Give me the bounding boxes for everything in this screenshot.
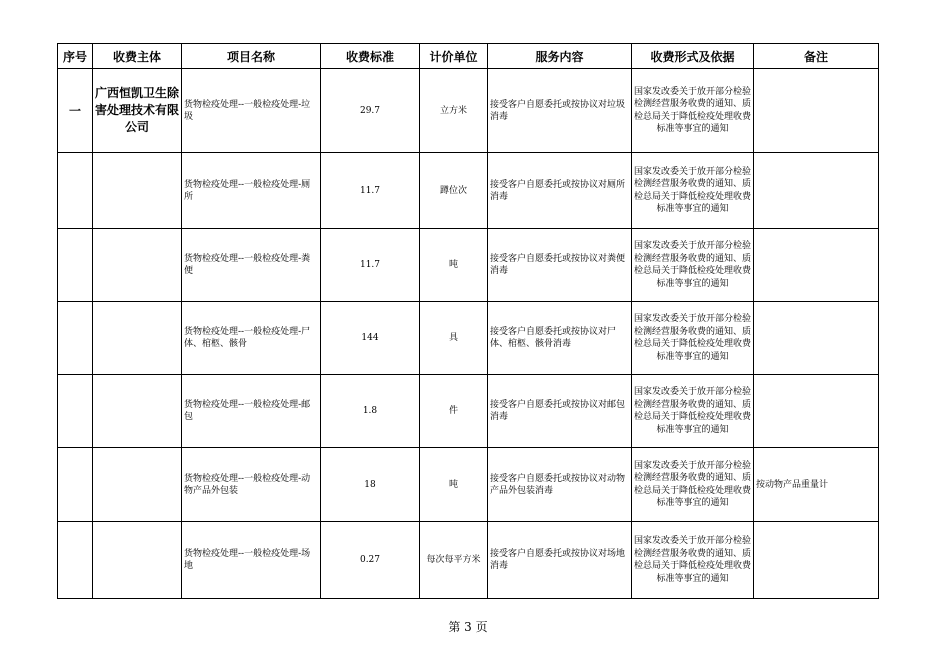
cell-service: 接受客户自愿委托或按协议对粪便消毒 bbox=[488, 229, 632, 302]
table-row bbox=[58, 448, 879, 522]
cell-remark bbox=[754, 153, 879, 229]
cell-item: 货物检疫处理--一般检疫处理-邮包 bbox=[182, 375, 321, 448]
header-unit: 计价单位 bbox=[420, 44, 488, 69]
cell-standard: 18 bbox=[321, 448, 420, 522]
cell-basis: 国家发改委关于放开部分检验检测经营服务收费的通知、质检总局关于降低检疫处理收费标准等事宜的通知 bbox=[632, 153, 754, 229]
cell-seq: 一 bbox=[58, 69, 93, 153]
page-number: 第 3 页 bbox=[448, 620, 488, 634]
cell-item: 货物检疫处理--一般检疫处理-尸体、棺柩、骸骨 bbox=[182, 302, 321, 375]
cell-remark bbox=[754, 522, 879, 599]
cell-entity bbox=[93, 153, 182, 229]
cell-entity bbox=[93, 375, 182, 448]
cell-entity bbox=[93, 229, 182, 302]
header-basis: 收费形式及依据 bbox=[632, 44, 754, 69]
cell-item: 货物检疫处理--一般检疫处理-垃圾 bbox=[182, 69, 321, 153]
table-row bbox=[58, 69, 879, 153]
cell-seq bbox=[58, 375, 93, 448]
cell-basis: 国家发改委关于放开部分检验检测经营服务收费的通知、质检总局关于降低检疫处理收费标准等事宜的通知 bbox=[632, 302, 754, 375]
cell-service: 接受客户自愿委托或按协议对动物产品外包装消毒 bbox=[488, 448, 632, 522]
cell-unit: 吨 bbox=[420, 448, 488, 522]
cell-item: 货物检疫处理--一般检疫处理-场地 bbox=[182, 522, 321, 599]
cell-unit: 件 bbox=[420, 375, 488, 448]
cell-entity: 广西恒凯卫生除害处理技术有限公司 bbox=[93, 69, 182, 153]
header-seq: 序号 bbox=[58, 44, 93, 69]
cell-standard: 1.8 bbox=[321, 375, 420, 448]
cell-service: 接受客户自愿委托或按协议对垃圾消毒 bbox=[488, 69, 632, 153]
cell-basis: 国家发改委关于放开部分检验检测经营服务收费的通知、质检总局关于降低检疫处理收费标准等事宜的通知 bbox=[632, 69, 754, 153]
cell-basis: 国家发改委关于放开部分检验检测经营服务收费的通知、质检总局关于降低检疫处理收费标准等事宜的通知 bbox=[632, 522, 754, 599]
header-row bbox=[58, 44, 879, 69]
table-row bbox=[58, 153, 879, 229]
table-row bbox=[58, 229, 879, 302]
cell-basis: 国家发改委关于放开部分检验检测经营服务收费的通知、质检总局关于降低检疫处理收费标准等事宜的通知 bbox=[632, 448, 754, 522]
cell-item: 货物检疫处理--一般检疫处理-粪便 bbox=[182, 229, 321, 302]
cell-unit: 蹲位次 bbox=[420, 153, 488, 229]
cell-seq bbox=[58, 448, 93, 522]
table-row bbox=[58, 375, 879, 448]
cell-unit: 具 bbox=[420, 302, 488, 375]
header-standard: 收费标准 bbox=[321, 44, 420, 69]
cell-service: 接受客户自愿委托或按协议对邮包消毒 bbox=[488, 375, 632, 448]
cell-remark: 按动物产品重量计 bbox=[754, 448, 879, 522]
cell-remark bbox=[754, 375, 879, 448]
cell-seq bbox=[58, 229, 93, 302]
cell-unit: 立方米 bbox=[420, 69, 488, 153]
cell-seq bbox=[58, 153, 93, 229]
header-service: 服务内容 bbox=[488, 44, 632, 69]
table-row bbox=[58, 302, 879, 375]
cell-service: 接受客户自愿委托或按协议对尸体、棺柩、骸骨消毒 bbox=[488, 302, 632, 375]
fee-table bbox=[57, 43, 879, 599]
cell-basis: 国家发改委关于放开部分检验检测经营服务收费的通知、质检总局关于降低检疫处理收费标准等事宜的通知 bbox=[632, 229, 754, 302]
cell-remark bbox=[754, 302, 879, 375]
cell-unit: 吨 bbox=[420, 229, 488, 302]
cell-basis: 国家发改委关于放开部分检验检测经营服务收费的通知、质检总局关于降低检疫处理收费标准等事宜的通知 bbox=[632, 375, 754, 448]
table-row bbox=[58, 522, 879, 599]
cell-entity bbox=[93, 522, 182, 599]
cell-seq bbox=[58, 302, 93, 375]
cell-service: 接受客户自愿委托或按协议对场地消毒 bbox=[488, 522, 632, 599]
cell-remark bbox=[754, 229, 879, 302]
cell-remark bbox=[754, 69, 879, 153]
cell-standard: 11.7 bbox=[321, 229, 420, 302]
cell-item: 货物检疫处理--一般检疫处理-厕所 bbox=[182, 153, 321, 229]
header-remark: 备注 bbox=[754, 44, 879, 69]
cell-standard: 144 bbox=[321, 302, 420, 375]
cell-unit: 每次每平方米 bbox=[420, 522, 488, 599]
header-entity: 收费主体 bbox=[93, 44, 182, 69]
cell-entity bbox=[93, 302, 182, 375]
cell-service: 接受客户自愿委托或按协议对厕所消毒 bbox=[488, 153, 632, 229]
header-item: 项目名称 bbox=[182, 44, 321, 69]
cell-seq bbox=[58, 522, 93, 599]
cell-standard: 0.27 bbox=[321, 522, 420, 599]
cell-entity bbox=[93, 448, 182, 522]
cell-standard: 11.7 bbox=[321, 153, 420, 229]
cell-standard: 29.7 bbox=[321, 69, 420, 153]
cell-item: 货物检疫处理--一般检疫处理-动物产品外包装 bbox=[182, 448, 321, 522]
